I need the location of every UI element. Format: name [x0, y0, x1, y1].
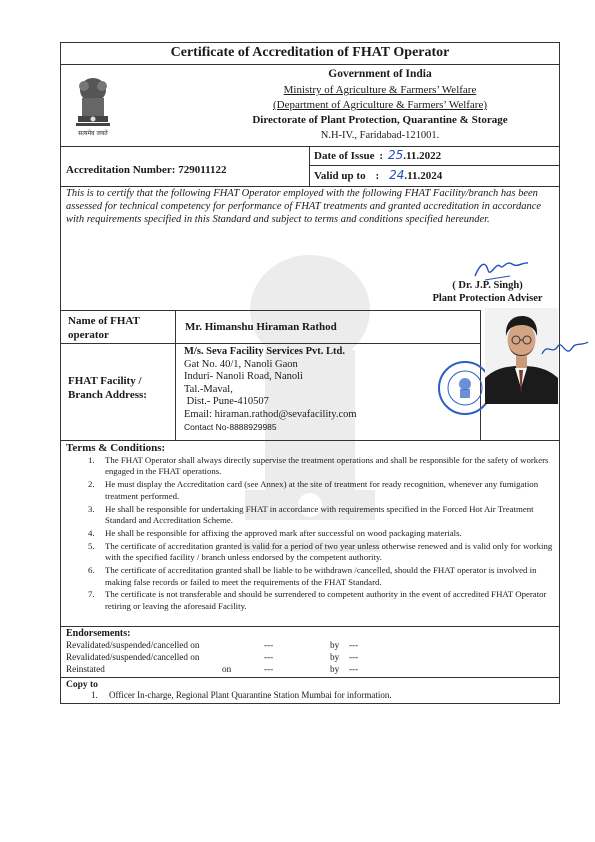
- facility-bottom-divider: [60, 440, 560, 441]
- operator-bottom-divider: [60, 343, 480, 344]
- date-of-issue-rest: .11.2022: [403, 150, 442, 162]
- endorsement-row: Revalidated/suspended/cancelled on --- by ---: [66, 652, 359, 662]
- date-of-issue-label: Date of Issue: [314, 150, 375, 162]
- terms-heading: Terms & Conditions:: [66, 442, 166, 454]
- emblem-motto: सत्यमेव जयते: [78, 130, 108, 137]
- header-department: (Department of Agriculture & Farmers’ Welfare): [272, 99, 488, 111]
- copy-to-item: 1. Officer In-charge, Regional Plant Quarantine Station Mumbai for information.: [91, 690, 392, 700]
- valid-up-to: Valid up to : 24.11.2024: [314, 168, 443, 182]
- date-of-issue: Date of Issue : 25.11.2022: [314, 148, 442, 162]
- facility-name: M/s. Seva Facility Services Pvt. Ltd.: [184, 346, 345, 357]
- operator-name: Mr. Himanshu Hiraman Rathod: [185, 321, 337, 333]
- endorsements-heading: Endorsements:: [66, 628, 131, 639]
- ashoka-emblem-icon: [70, 74, 116, 138]
- photo-signature-icon: [540, 336, 590, 364]
- terms-list: [78, 455, 558, 614]
- valid-up-to-rest: .11.2024: [404, 170, 443, 182]
- term-item: 3. He shall be responsible for undertaking FHAT in accordance with requirements specified in the Forced Hot Air Treatment Standard and Accreditation Scheme.: [88, 503, 534, 526]
- header-address: N.H-IV., Faridabad-121001.: [320, 130, 440, 141]
- facility-contact: Contact No-8888929985: [184, 422, 277, 432]
- header-ministry: Ministry of Agriculture & Farmers’ Welfare: [283, 84, 477, 96]
- facility-label: FHAT Facility / Branch Address:: [68, 375, 147, 401]
- operator-label: Name of FHAT operator: [68, 315, 140, 341]
- facility-address-line: Tal.-Maval,: [184, 383, 233, 395]
- title-divider: [60, 64, 560, 65]
- certificate-title: Certificate of Accreditation of FHAT Operator: [170, 45, 450, 60]
- term-item: 6. The certificate of accreditation granted shall be liable to be withdrawn /cancelled, should the FHAT operator is involved in making false records or failed to meet the requirements of the FHAT Standard.: [88, 565, 537, 587]
- endorsements-bottom-divider: [60, 677, 560, 678]
- signatory-name: ( Dr. J.P. Singh): [452, 280, 523, 291]
- facility-address-line: Dist.- Pune-410507: [184, 396, 269, 407]
- label-column-divider: [175, 310, 176, 440]
- header-government: Government of India: [328, 68, 432, 80]
- term-item: 2. He must display the Accreditation card (see Annex) at the site of treatment for ready recognition, whenever any fumigation treatment performed.: [88, 479, 539, 501]
- copy-to-heading: Copy to: [66, 680, 98, 690]
- date-divider: [309, 146, 310, 186]
- valid-up-to-day: 24: [389, 168, 405, 182]
- facility-address-line: Induri- Nanoli Road, Nanoli: [184, 371, 303, 382]
- valid-up-to-label: Valid up to: [314, 170, 366, 182]
- endorsement-row: Revalidated/suspended/cancelled on --- by ---: [66, 640, 359, 650]
- term-item: 7. The certificate is not transferable and should be surrendered to competent authority in the event of accredited FHAT Operator retiring or leaving the aforesaid Facility.: [88, 589, 547, 611]
- operator-top-divider: [60, 310, 480, 311]
- certification-statement: This is to certify that the following FHAT Operator employed with the following FHAT Facility/branch has been assessed for technical competency for performance of FHAT treatments and granted accreditation in accordance with requirements specified in this Standard and subject to terms and conditions specified hereunder.: [66, 188, 542, 225]
- header-directorate: Directorate of Plant Protection, Quarantine & Storage: [252, 114, 508, 126]
- endorsement-row: Reinstated on --- by ---: [66, 664, 359, 674]
- signatory-block: [420, 280, 555, 304]
- facility-address-line: Gat No. 40/1, Nanoli Gaon: [184, 358, 298, 370]
- term-item: 5. The certificate of accreditation granted is valid for a period of two year unless otherwise renewed and is valid only for working with the specified facility / branch unless endorsed by the competent authority.: [88, 540, 553, 563]
- header-divider: [60, 146, 560, 147]
- date-of-issue-day: 25: [388, 148, 404, 162]
- signatory-designation: Plant Protection Adviser: [432, 293, 543, 304]
- accreditation-number: Accreditation Number: 729011122: [66, 164, 227, 176]
- term-item: 4. He shall be responsible for affixing the approved mark after successful on wood packaging materials.: [88, 527, 462, 538]
- facility-address: [184, 346, 357, 434]
- facility-email: Email: hiraman.rathod@sevafacility.com: [184, 408, 357, 420]
- date-row-divider: [309, 165, 560, 166]
- term-item: 1. The FHAT Operator shall always directly supervise the treatment operations and shall be responsible for the safety of workers engaged in the FHAT operations.: [88, 455, 549, 477]
- terms-bottom-divider: [60, 626, 560, 627]
